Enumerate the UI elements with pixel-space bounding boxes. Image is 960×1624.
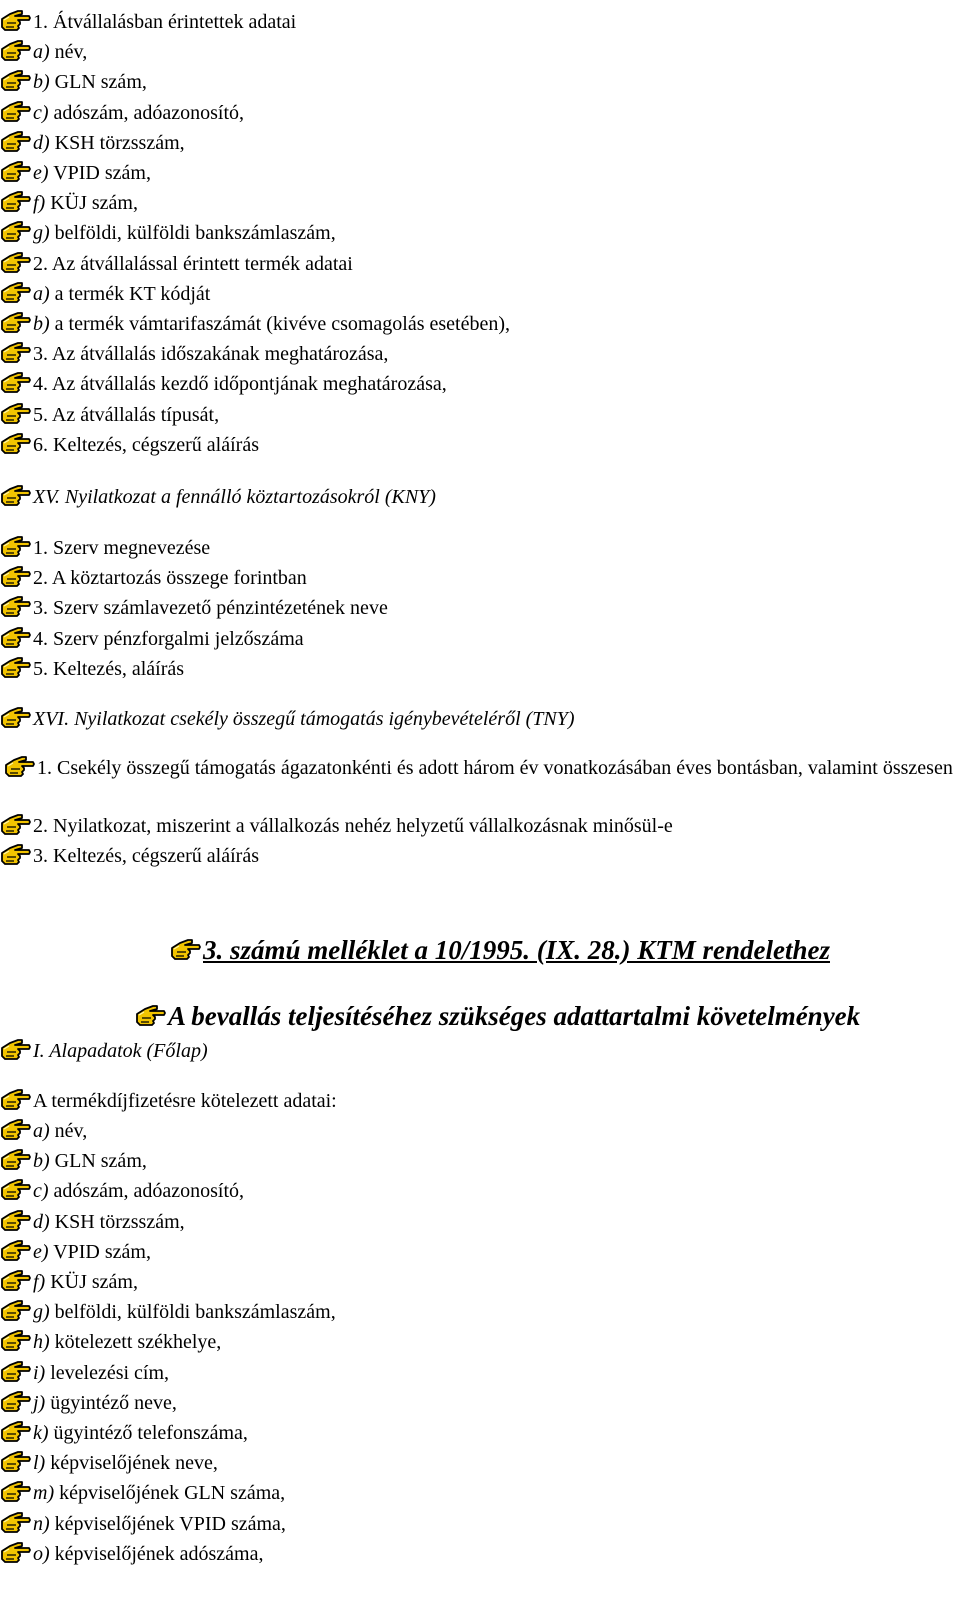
- list-item: [0, 842, 960, 868]
- pointing-hand-icon: [0, 812, 32, 836]
- pointing-hand-icon: [0, 219, 32, 243]
- item-letter: a): [33, 282, 50, 305]
- item-text: ügyintéző telefonszáma,: [53, 1422, 248, 1444]
- pointing-hand-icon: [0, 625, 32, 649]
- list-item: [0, 1510, 960, 1536]
- item-letter: i): [33, 1361, 46, 1384]
- pointing-hand-icon: [0, 1359, 32, 1383]
- item-letter: l): [33, 1452, 46, 1475]
- item-text: adószám, adóazonosító,: [53, 1180, 245, 1203]
- pointing-hand-icon: [135, 1003, 167, 1027]
- item-letter: d): [33, 1210, 50, 1233]
- item-text: 2. A köztartozás összege forintban: [33, 567, 307, 590]
- pointing-hand-icon: [0, 1037, 32, 1061]
- pointing-hand-icon: [0, 842, 32, 866]
- pointing-hand-icon: [0, 250, 32, 274]
- item-letter: c): [33, 101, 49, 124]
- item-text: 2. Nyilatkozat, miszerint a vállalkozás nehéz helyzetű vállalkozásnak minősül-e: [33, 815, 673, 837]
- pointing-hand-icon: [0, 1087, 32, 1111]
- item-text: 2. Az átvállalással érintett termék adatai: [33, 252, 353, 275]
- list-item: [0, 1298, 960, 1324]
- list-item: [0, 68, 960, 94]
- list-item: [0, 1479, 960, 1505]
- list-item: [0, 1117, 960, 1143]
- list-item: [0, 1268, 960, 1294]
- list-item: [0, 431, 960, 457]
- list-item: [4, 754, 954, 781]
- list-item: [0, 370, 960, 396]
- item-text: 3. Az átvállalás időszakának meghatározása,: [33, 343, 389, 366]
- list-item: [0, 1177, 960, 1203]
- pointing-hand-icon: [0, 340, 32, 364]
- list-item: [0, 1147, 960, 1173]
- pointing-hand-icon: [0, 401, 32, 425]
- item-text: képviselőjének VPID száma,: [54, 1512, 286, 1535]
- item-text: kötelezett székhelye,: [54, 1331, 222, 1354]
- section-heading: [0, 1037, 960, 1063]
- list-item: [0, 1540, 960, 1566]
- item-letter: b): [33, 71, 50, 94]
- list-item: [0, 129, 960, 155]
- item-letter: g): [33, 222, 50, 245]
- list-item: [0, 99, 960, 125]
- pointing-hand-icon: [0, 280, 32, 304]
- pointing-hand-icon: [0, 1389, 32, 1413]
- item-text: A termékdíjfizetésre kötelezett adatai:: [33, 1090, 337, 1112]
- list-item: [0, 1449, 960, 1475]
- item-text: VPID szám,: [53, 162, 151, 184]
- pointing-hand-icon: [0, 1147, 32, 1171]
- item-letter: a): [33, 1120, 50, 1142]
- list-item: [0, 655, 960, 681]
- item-text: belföldi, külföldi bankszámlaszám,: [54, 1301, 336, 1324]
- list-item: [0, 401, 960, 427]
- item-letter: c): [33, 1180, 49, 1203]
- item-text: képviselőjének neve,: [50, 1452, 218, 1475]
- pointing-hand-icon: [0, 1540, 32, 1564]
- item-text: KÜJ szám,: [50, 192, 138, 215]
- item-text: képviselőjének GLN száma,: [59, 1482, 286, 1505]
- item-text: a termék KT kódját: [54, 282, 211, 305]
- section-title: I. Alapadatok (Főlap): [33, 1040, 208, 1062]
- item-text: 3. Keltezés, cégszerű aláírás: [33, 845, 259, 867]
- pointing-hand-icon: [0, 564, 32, 588]
- pointing-hand-icon: [0, 370, 32, 394]
- pointing-hand-icon: [0, 431, 32, 455]
- section-title: XV. Nyilatkozat a fennálló köztartozásokról (KNY): [33, 486, 436, 508]
- pointing-hand-icon: [0, 159, 32, 183]
- item-letter: e): [33, 162, 49, 184]
- list-item: [0, 189, 960, 215]
- pointing-hand-icon: [0, 1510, 32, 1534]
- pointing-hand-icon: [0, 705, 32, 729]
- pointing-hand-icon: [0, 1177, 32, 1201]
- list-item: [0, 534, 960, 560]
- item-letter: b): [33, 1150, 50, 1173]
- list-item: [0, 310, 960, 336]
- item-text: 3. Szerv számlavezető pénzintézetének neve: [33, 597, 388, 620]
- item-letter: k): [33, 1422, 49, 1444]
- item-text: belföldi, külföldi bankszámlaszám,: [54, 222, 336, 245]
- pointing-hand-icon: [0, 483, 32, 507]
- list-item: [0, 159, 960, 185]
- pointing-hand-icon: [0, 655, 32, 679]
- pointing-hand-icon: [4, 754, 36, 778]
- pointing-hand-icon: [0, 1298, 32, 1322]
- item-text: 4. Az átvállalás kezdő időpontjának meghatározása,: [33, 373, 447, 396]
- section-heading: [0, 483, 960, 509]
- item-text: GLN szám,: [54, 71, 147, 94]
- section-heading: [0, 705, 960, 731]
- item-text: képviselőjének adószáma,: [54, 1542, 264, 1565]
- list-item: [0, 280, 960, 306]
- list-item: [0, 1389, 960, 1415]
- item-letter: g): [33, 1301, 50, 1324]
- item-letter: e): [33, 1240, 49, 1263]
- pointing-hand-icon: [0, 68, 32, 92]
- item-letter: j): [33, 1391, 46, 1414]
- pointing-hand-icon: [0, 534, 32, 558]
- item-letter: b): [33, 313, 50, 335]
- pointing-hand-icon: [0, 1449, 32, 1473]
- annex-title: 3. számú melléklet a 10/1995. (IX. 28.) KTM rendelethez: [170, 934, 950, 966]
- item-text: KSH törzsszám,: [54, 131, 185, 154]
- item-text: KÜJ szám,: [50, 1271, 138, 1293]
- list-item: [0, 625, 960, 651]
- item-text: név,: [54, 1120, 88, 1142]
- list-item: [0, 219, 960, 245]
- item-text: GLN szám,: [54, 1150, 147, 1173]
- item-text: 1. Átvállalásban érintettek adatai: [33, 11, 297, 33]
- list-intro: [0, 1087, 960, 1113]
- item-text: 5. Az átvállalás típusát,: [33, 403, 220, 426]
- pointing-hand-icon: [0, 1328, 32, 1352]
- item-letter: d): [33, 131, 50, 154]
- item-letter: a): [33, 41, 50, 64]
- item-text: levelezési cím,: [50, 1361, 170, 1384]
- item-text: adószám, adóazonosító,: [53, 101, 245, 124]
- item-letter: n): [33, 1512, 50, 1535]
- list-item: [0, 1208, 960, 1234]
- list-item: [0, 1328, 960, 1354]
- item-letter: f): [33, 192, 46, 215]
- list-item: [0, 250, 960, 276]
- pointing-hand-icon: [0, 310, 32, 334]
- pointing-hand-icon: [0, 1479, 32, 1503]
- pointing-hand-icon: [0, 8, 32, 32]
- list-item: [0, 8, 960, 34]
- pointing-hand-icon: [0, 129, 32, 153]
- list-item: [0, 594, 960, 620]
- list-item: [0, 564, 960, 590]
- annex-subtitle: A bevallás teljesítéséhez szükséges adattartalmi követelmények: [135, 1000, 955, 1032]
- item-text: 5. Keltezés, aláírás: [33, 657, 185, 680]
- item-text: 6. Keltezés, cégszerű aláírás: [33, 433, 259, 456]
- pointing-hand-icon: [0, 1419, 32, 1443]
- pointing-hand-icon: [0, 594, 32, 618]
- item-text: ügyintéző neve,: [50, 1391, 177, 1414]
- item-text: KSH törzsszám,: [54, 1210, 185, 1233]
- section-title: XVI. Nyilatkozat csekély összegű támogatás igénybevételéről (TNY): [33, 708, 575, 730]
- pointing-hand-icon: [0, 1238, 32, 1262]
- list-item: [0, 340, 960, 366]
- list-item: [0, 812, 960, 838]
- pointing-hand-icon: [170, 937, 202, 961]
- list-item: [0, 1419, 960, 1445]
- item-letter: f): [33, 1271, 46, 1293]
- pointing-hand-icon: [0, 1117, 32, 1141]
- list-item: [0, 38, 960, 64]
- item-text: név,: [54, 41, 88, 64]
- pointing-hand-icon: [0, 1208, 32, 1232]
- item-text: 1. Csekély összegű támogatás ágazatonkénti és adott három év vonatkozásában éves bontásban, valamint összesen: [37, 757, 953, 779]
- item-letter: h): [33, 1331, 50, 1354]
- item-text: a termék vámtarifaszámát (kivéve csomagolás esetében),: [54, 313, 511, 335]
- item-letter: o): [33, 1542, 50, 1565]
- list-item: [0, 1238, 960, 1264]
- item-text: VPID szám,: [53, 1240, 151, 1263]
- item-letter: m): [33, 1482, 55, 1505]
- pointing-hand-icon: [0, 38, 32, 62]
- pointing-hand-icon: [0, 189, 32, 213]
- pointing-hand-icon: [0, 1268, 32, 1292]
- list-item: [0, 1359, 960, 1385]
- item-text: 1. Szerv megnevezése: [33, 537, 211, 559]
- item-text: 4. Szerv pénzforgalmi jelzőszáma: [33, 627, 304, 650]
- pointing-hand-icon: [0, 99, 32, 123]
